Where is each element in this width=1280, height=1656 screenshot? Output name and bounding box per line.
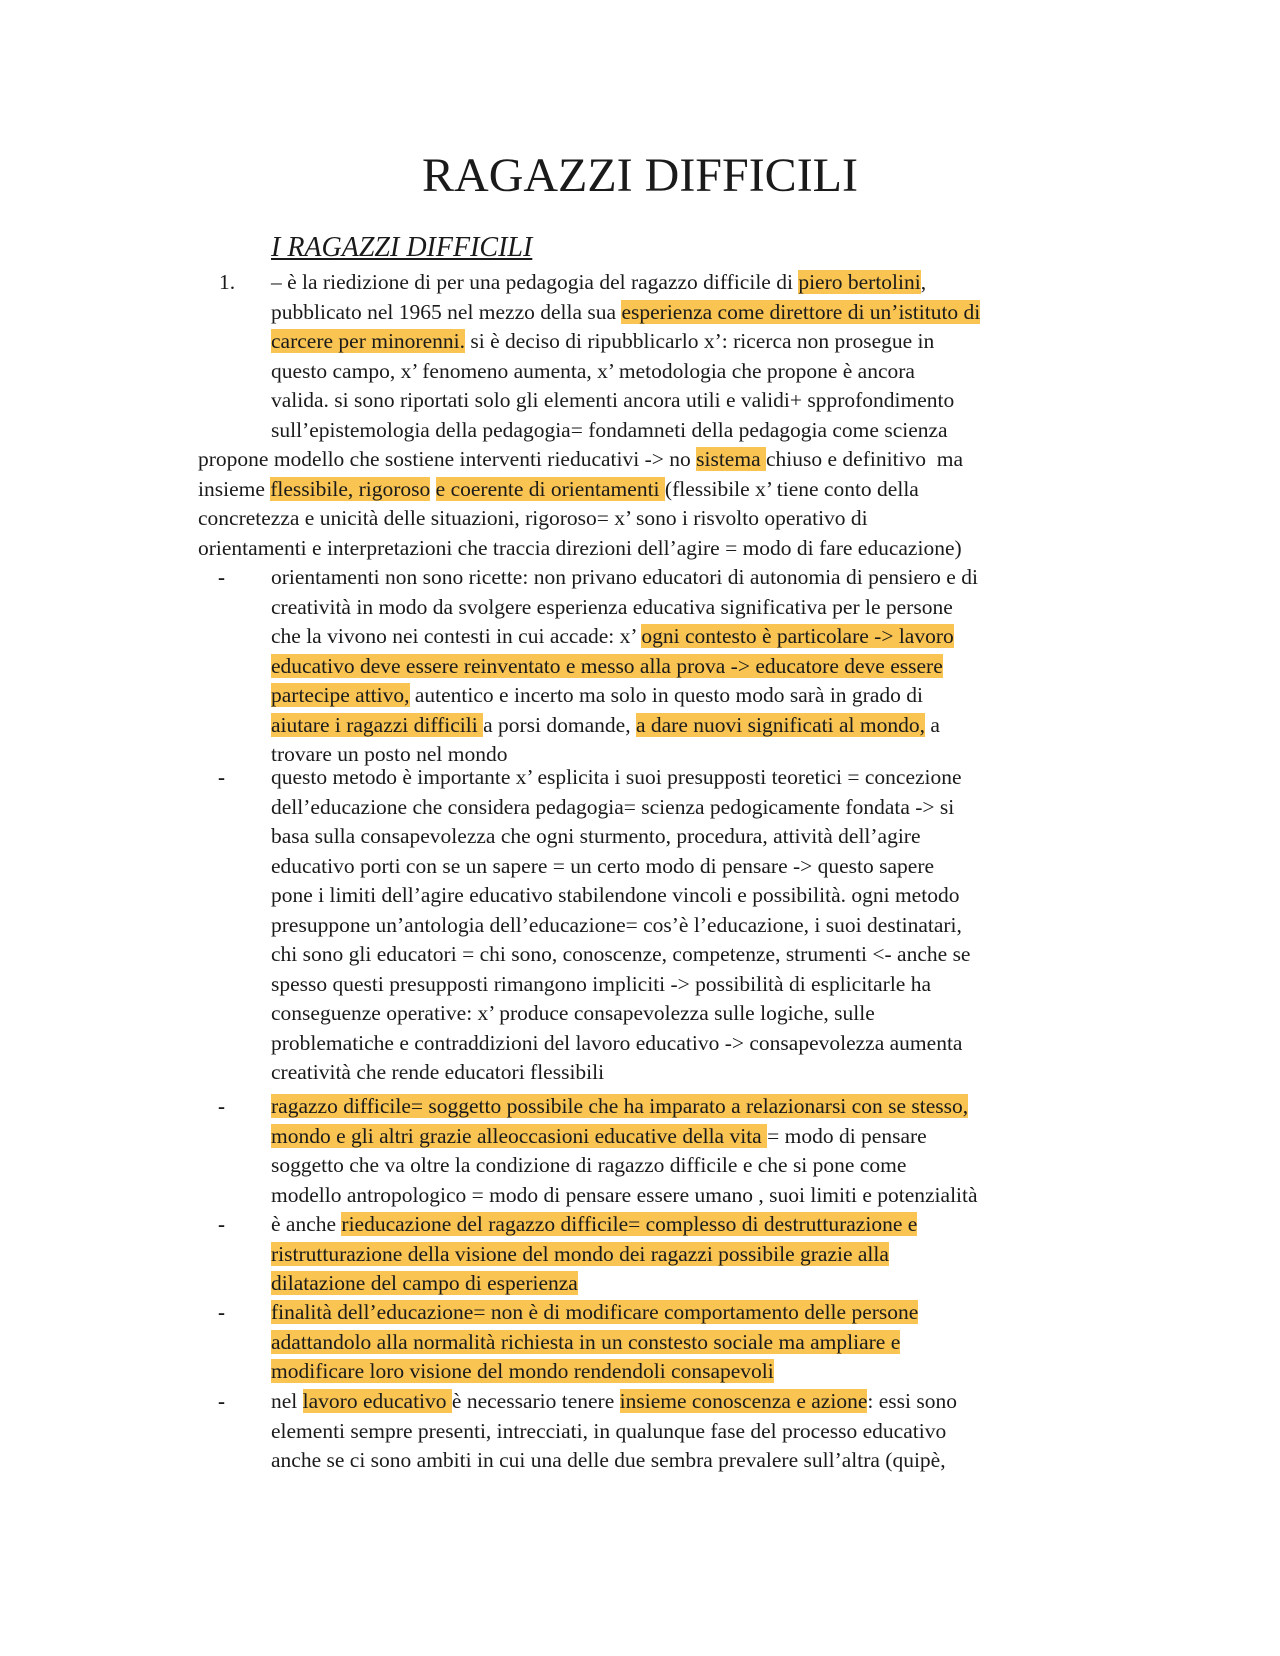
bullet-item: [271, 1210, 917, 1299]
text-run: : essi sono: [867, 1389, 957, 1413]
numbered-item-text: [271, 268, 980, 445]
text-line: [271, 1240, 917, 1270]
section-heading: I RAGAZZI DIFFICILI: [271, 232, 533, 263]
text-run: questo campo, x’ fenomeno aumenta, x’ metodologia che propone è ancora: [271, 358, 915, 383]
highlighted-text: ragazzo difficile= soggetto possibile che ha imparato a relazionarsi con se stesso,: [271, 1094, 969, 1118]
text-run: creatività in modo da svolgere esperienza educativa significativa per le persone: [271, 594, 953, 619]
text-line: [271, 1029, 970, 1059]
text-line: [271, 1210, 917, 1240]
text-run: a: [924, 712, 940, 737]
highlighted-text: lavoro educativo: [302, 1389, 452, 1413]
text-run: a porsi domande,: [483, 712, 636, 737]
text-line: [271, 681, 978, 711]
text-run: dell’educazione che considera pedagogia= scienza pedogicamente fondata -> si: [271, 794, 955, 819]
text-line: [198, 534, 963, 564]
highlighted-text: finalità dell’educazione= non è di modificare comportamento delle persone: [271, 1300, 919, 1324]
text-run: creatività che rende educatori flessibili: [271, 1060, 605, 1084]
text-line: [271, 1058, 970, 1088]
text-run: orientamenti non sono ricette: non privano educatori di autonomia di pensiero e di: [271, 565, 978, 589]
highlighted-text: piero bertolini: [798, 270, 921, 294]
text-run: anche se ci sono ambiti in cui una delle due sembra prevalere sull’altra (quipè,: [271, 1448, 946, 1472]
highlighted-text: flessibile, rigoroso: [270, 476, 431, 501]
text-run: elementi sempre presenti, intrecciati, in qualunque fase del processo educativo: [271, 1418, 947, 1443]
text-run: = modo di pensare: [767, 1123, 927, 1148]
text-line: [271, 763, 970, 793]
bullet-marker: -: [218, 1212, 225, 1236]
bullet-item: [271, 763, 970, 1088]
text-line: [271, 386, 980, 416]
text-line: [271, 881, 970, 911]
text-run: è necessario tenere: [451, 1389, 620, 1413]
text-run: pubblicato nel 1965 nel mezzo della sua: [271, 299, 622, 324]
highlighted-text: partecipe attivo,: [271, 683, 410, 707]
text-run: spesso questi presupposti rimangono impliciti -> possibilità di esplicitarle ha: [271, 971, 932, 996]
text-line: [271, 357, 980, 387]
text-line: [198, 475, 963, 505]
text-run: nel: [271, 1389, 303, 1413]
text-line: [271, 416, 980, 446]
text-line: [271, 711, 978, 741]
bullet-marker: -: [218, 565, 225, 589]
text-run: sull’epistemologia della pedagogia= fondamneti della pedagogia come scienza: [271, 417, 948, 442]
highlighted-text: a dare nuovi significati al mondo,: [635, 712, 925, 737]
text-line: [271, 298, 980, 328]
text-run: conseguenze operative: x’ produce consapevolezza sulle logiche, sulle: [271, 1001, 875, 1025]
text-run: concretezza e unicità delle situazioni, rigoroso= x’ sono i risvolto operativo di: [198, 506, 868, 530]
text-line: [271, 1181, 978, 1211]
text-line: [271, 1328, 918, 1358]
text-line: [271, 940, 970, 970]
text-run: chiuso e definitivo ma: [766, 447, 964, 471]
text-line: [271, 970, 970, 1000]
text-line: [271, 1269, 917, 1299]
text-run: è anche: [271, 1212, 342, 1236]
text-run: si è deciso di ripubblicarlo x’: ricerca non prosegue in: [464, 329, 935, 353]
text-run: presuppone un’antologia dell’educazione= cos’è l’educazione, i suoi destinatari,: [271, 912, 962, 937]
page-title: RAGAZZI DIFFICILI: [422, 149, 858, 202]
text-line: [271, 652, 978, 682]
text-line: [271, 999, 970, 1029]
text-line: [271, 268, 980, 298]
bullet-item: [271, 1298, 918, 1387]
text-run: [430, 477, 435, 501]
highlighted-text: adattandolo alla normalità richiesta in un constesto sociale ma ampliare e: [271, 1329, 901, 1354]
text-line: [271, 822, 970, 852]
text-run: trovare un posto nel mondo: [271, 742, 508, 766]
highlighted-text: sistema: [696, 447, 766, 471]
text-line: [271, 1417, 957, 1447]
text-line: [271, 793, 970, 823]
text-run: problematiche e contraddizioni del lavoro educativo -> consapevolezza aumenta: [271, 1030, 963, 1055]
list-number: 1.: [219, 270, 236, 294]
bullet-marker: -: [218, 765, 225, 789]
text-run: autentico e incerto ma solo in questo modo sarà in grado di: [409, 683, 923, 707]
highlighted-text: ristrutturazione della visione del mondo dei ragazzi possibile grazie alla: [271, 1241, 889, 1266]
text-run: pone i limiti dell’agire educativo stabilendone vincoli e possibilità. ogni metodo: [271, 883, 960, 907]
text-line: [271, 622, 978, 652]
highlighted-text: mondo e gli altri grazie alleoccasioni educative della vita: [271, 1123, 768, 1148]
text-line: [271, 1357, 918, 1387]
text-line: [271, 852, 970, 882]
text-run: ,: [920, 270, 927, 294]
highlighted-text: insieme conoscenza e azione: [619, 1389, 868, 1413]
text-line: [271, 327, 980, 357]
bullet-marker: -: [218, 1389, 225, 1413]
text-run: soggetto che va oltre la condizione di ragazzo difficile e che si pone come: [271, 1153, 907, 1177]
text-run: educativo porti con se un sapere = un certo modo di pensare -> questo sapere: [271, 853, 935, 878]
text-run: propone modello che sostiene interventi rieducativi -> no: [198, 447, 697, 471]
highlighted-text: e coerente di orientamenti: [435, 476, 665, 501]
text-run: (flessibile x’ tiene conto della: [664, 476, 919, 501]
bullet-item: [271, 563, 978, 770]
text-line: [271, 1298, 918, 1328]
paragraph: [198, 445, 963, 563]
text-line: [198, 504, 963, 534]
text-run: chi sono gli educatori = chi sono, conoscenze, competenze, strumenti <- anche se: [271, 942, 971, 966]
text-line: [198, 445, 963, 475]
text-line: [271, 1122, 978, 1152]
text-run: modello antropologico = modo di pensare essere umano , suoi limiti e potenzialità: [271, 1182, 978, 1207]
highlighted-text: dilatazione del campo di esperienza: [271, 1271, 578, 1295]
text-line: [271, 1092, 978, 1122]
text-line: [271, 1151, 978, 1181]
bullet-item: [271, 1092, 978, 1210]
text-run: basa sulla consapevolezza che ogni sturmento, procedura, attività dell’agire: [271, 824, 921, 848]
bullet-marker: -: [218, 1300, 225, 1324]
bullet-item: [271, 1387, 957, 1476]
highlighted-text: carcere per minorenni.: [271, 329, 465, 353]
bullet-marker: -: [218, 1094, 225, 1118]
text-run: orientamenti e interpretazioni che traccia direzioni dell’agire = modo di fare educazione): [198, 535, 962, 560]
highlighted-text: ogni contesto è particolare -> lavoro: [641, 624, 954, 648]
text-line: [271, 911, 970, 941]
highlighted-text: educativo deve essere reinventato e messo alla prova -> educatore deve essere: [271, 653, 943, 678]
text-line: [271, 563, 978, 593]
text-run: che la vivono nei contesti in cui accade: x’: [271, 624, 642, 648]
text-run: – è la riedizione di per una pedagogia del ragazzo difficile di: [271, 270, 799, 294]
highlighted-text: modificare loro visione del mondo rendendoli consapevoli: [271, 1359, 774, 1383]
highlighted-text: esperienza come direttore di un’istituto di: [621, 299, 981, 324]
text-line: [271, 1446, 957, 1476]
highlighted-text: aiutare i ragazzi difficili: [271, 712, 484, 737]
highlighted-text: rieducazione del ragazzo difficile= complesso di destrutturazione e: [341, 1212, 918, 1236]
text-run: questo metodo è importante x’ esplicita i suoi presupposti teoretici = concezione: [271, 765, 962, 789]
text-line: [271, 593, 978, 623]
text-line: [271, 1387, 957, 1417]
text-run: valida. si sono riportati solo gli elementi ancora utili e validi+ spprofondimento: [271, 388, 955, 412]
text-run: insieme: [198, 476, 271, 501]
